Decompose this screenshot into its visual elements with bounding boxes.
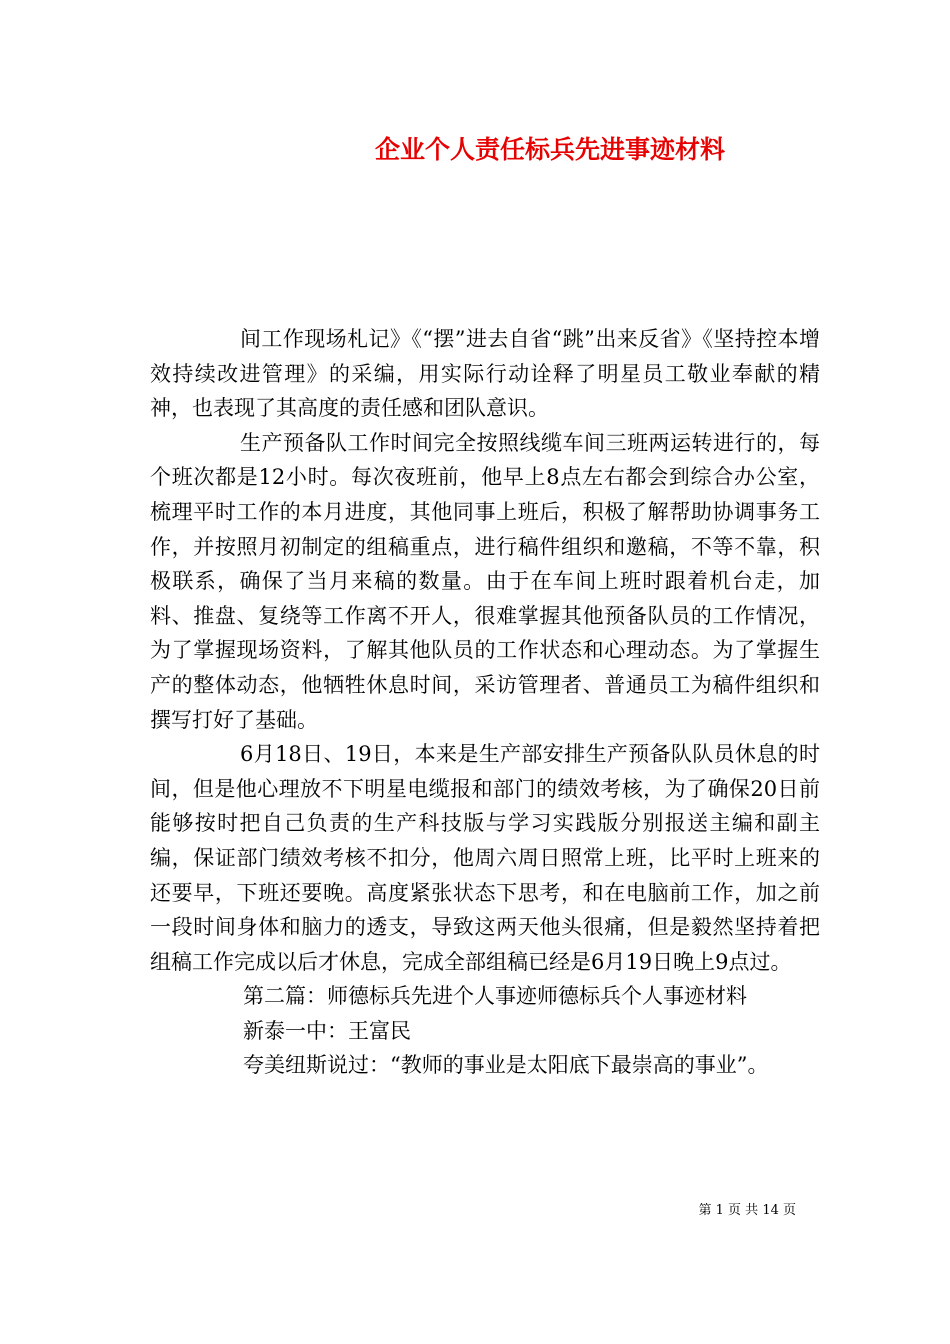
- page-footer: 第 1 页 共 14 页: [698, 1203, 796, 1218]
- paragraph-2: 生产预备队工作时间完全按照线缆车间三班两运转进行的，每个班次都是12小时。每次夜班前，他早上8点左右都会到综合办公室，梳理平时工作的本月进度，其他同事上班后，积极了解帮助协调事务工作，并按照月初制定的组稿重点，进行稿件组织和邀稿，不等不靠，积极联系，确保了当月来稿的数量。由于在车间上班时跟着机台走，加料、推盘、复绕等工作离不开人，很难掌握其他预备队员的工作情况，为了掌握现场资料，了解其他队员的工作状态和心理动态。为了掌握生产的整体动态，他牺牲休息时间，采访管理者、普通员工为稿件组织和撰写打好了基础。: [150, 430, 820, 732]
- section-heading: 第二篇：师德标兵先进个人事迹师德标兵个人事迹材料: [243, 984, 747, 1009]
- paragraph-1: 间工作现场札记》《“摆”进去自省“跳”出来反省》《坚持控本增效持续改进管理》的采编，用实际行动诠释了明星员工敬业奉献的精神，也表现了其高度的责任感和团队意识。: [150, 327, 820, 421]
- quote-line: 夸美纽斯说过：“教师的事业是太阳底下最崇高的事业”。: [243, 1053, 769, 1078]
- author-line: 新泰一中：王富民: [243, 1018, 411, 1043]
- document-body: [150, 322, 820, 1083]
- paragraph-3: 6月18日、19日，本来是生产部安排生产预备队队员休息的时间，但是他心理放不下明星电缆报和部门的绩效考核，为了确保20日前能够按时把自己负责的生产科技版与学习实践版分别报送主编和副主编，保证部门绩效考核不扣分，他周六周日照常上班，比平时上班来的还要早，下班还要晚。高度紧张状态下思考，和在电脑前工作，加之前一段时间身体和脑力的透支，导致这两天他头很痛，但是毅然坚持着把组稿工作完成以后才休息，完成全部组稿已经是6月19日晚上9点过。: [150, 742, 820, 974]
- document-title: 企业个人责任标兵先进事迹材料: [374, 135, 725, 164]
